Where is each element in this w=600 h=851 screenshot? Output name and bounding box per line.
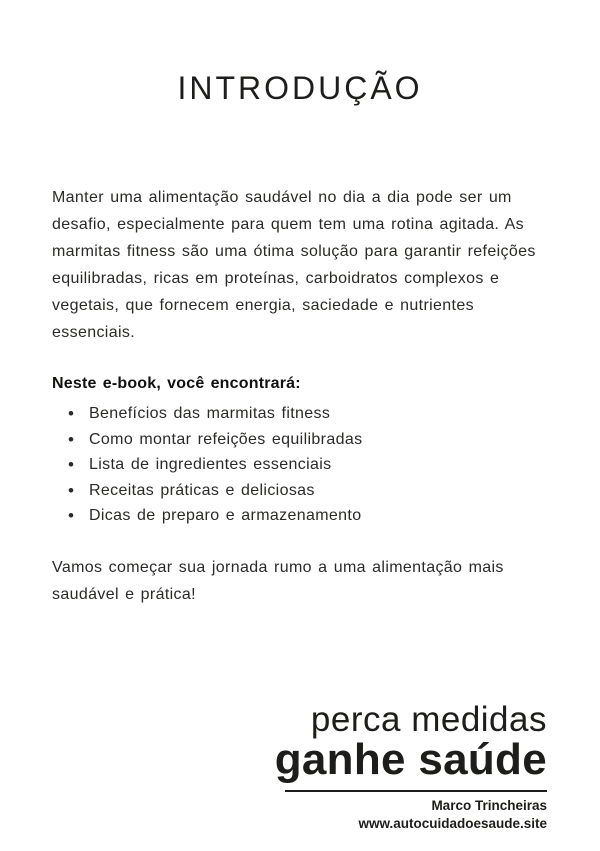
page-title: INTRODUÇÃO [177, 70, 423, 106]
list-item: • Receitas práticas e deliciosas [89, 478, 548, 504]
list-heading: Neste e-book, você encontrará: [52, 375, 301, 392]
list-item: • Benefícios das marmitas fitness [89, 401, 548, 427]
list-item: • Como montar refeições equilibradas [89, 427, 548, 453]
brand-tagline-line1: perca medidas [310, 700, 547, 739]
list-item: • Dicas de preparo e armazenamento [89, 503, 548, 529]
brand-tagline-line2: ganhe saúde [274, 735, 547, 784]
brand-divider [285, 790, 547, 792]
page-content [52, 184, 548, 608]
list-item: • Lista de ingredientes essenciais [89, 452, 548, 478]
intro-paragraph: Manter uma alimentação saudável no dia a dia pode ser um desafio, especialmente para quem tem uma rotina agitada. As marmitas fitness são uma ótima solução para garantir refeições equilibradas, ricas em proteínas, carboidratos complexos e vegetais, que fornecem energia, saciedade e nutrientes essenciais. [52, 189, 536, 341]
closing-paragraph: Vamos começar sua jornada rumo a uma alimentação mais saudável e prática! [52, 558, 504, 603]
brand-website: www.autocuidadoesaude.site [358, 816, 547, 831]
brand-block [275, 701, 547, 833]
brand-author: Marco Trincheiras [431, 798, 547, 813]
feature-list [52, 401, 548, 529]
